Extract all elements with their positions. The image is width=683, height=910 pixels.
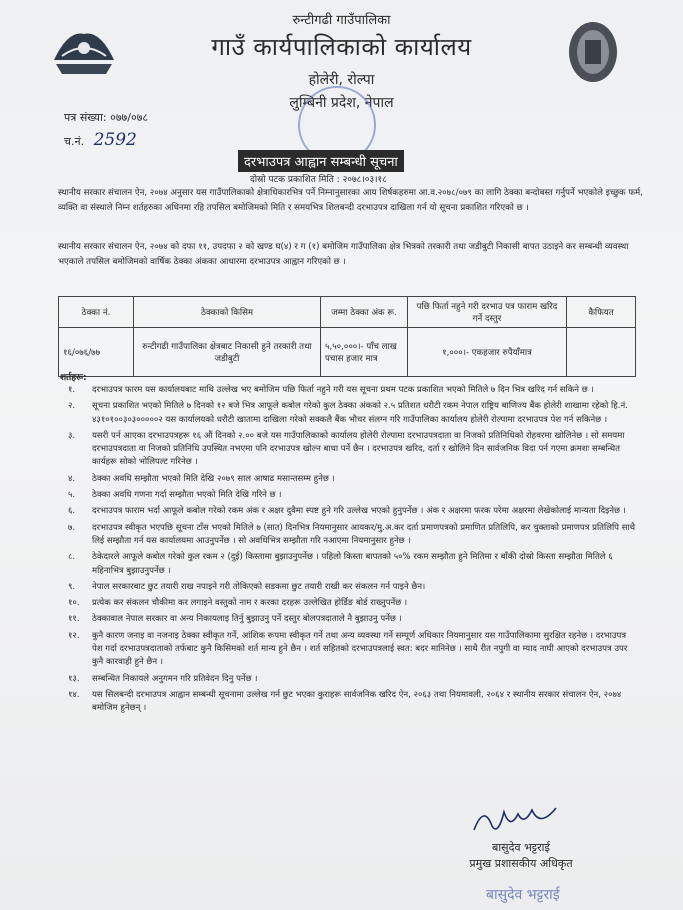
list-item: १. दरभाउपत्र फारम यस कार्यालयबाट माथि उल्लेख भए बमोजिम पछि फिर्ता नहुने गरी यस सूचना प्रथम पटक प्रकाशित भएको मितिले ७ दिन भित्र खरिद गर्न सकिने छ । (68, 385, 594, 395)
list-item: ३. यसरी पर्न आएका दरभाउपत्रहरू १६ औं दिनको २.०० बजे यस गाउँपालिकाको कार्यालय होलेरी रोल्पामा दरभाउपत्रदाता वा निजको प्रतिनिधिको रोहवरमा खोलिनेछ । सो समयमा दरभाउपत्रदाता वा निजको प्रतिनिधि उपस्थित नभएमा पनि दरभाउपत्र खोल्न बाधा पर्ने छैन । दरभाउपत्र खरिद, दर्ता र खोलिने दिन सार्वजनिक विदा पर्न गएमा क्रमशः सम्बन्धित कार्यहरू सोको भोलिपल्ट गरिनेछ । (68, 430, 625, 468)
municipality-name: रुन्टीगढी गाउँपालिका (292, 13, 391, 28)
list-item: ४. ठेक्का अवधि सम्झौता भएको मिति देखि २०७९ साल आषाढ मसान्तसम्म हुनेछ । (68, 473, 335, 484)
cell-contract-no: १६/०७६/७७ (59, 328, 134, 377)
cell-remarks (567, 328, 636, 377)
intro-paragraph: स्थानीय सरकार संचालन ऐन, २०७४ अनुसार यस गाउँपालिकाको क्षेत्राधिकारभित्र पर्ने निम्नानुसारका आय शिर्षकहरुमा आ.व.२०७८/०७९ का लागि ठेक्का बन्दोबस्त गर्नुपर्ने भएकोले इच्छुक फर्म, व्यक्ति वा संस्थाले निम्न शर्तहरुका अधिनमा रहि तपसिल बमोजिमको मिति र समयभित्र शिलबन्दी दरभाउपत्र दाखिला गर्न यो सूचना प्रकाशित गरिएको छ । (58, 188, 643, 213)
dispatch-number (64, 130, 137, 150)
list-item: १२. कुनै कारण जनाइ वा नजनाइ ठेक्का स्वीकृत गर्ने, आंशिक रूपमा स्वीकृत गर्ने तथा अन्य व्यवस्था गर्ने सम्पूर्ण अधिकार नियमानुसार यस गाउँपालिकामा सुरक्षित रहनेछ । दरभाउपत्र पेश गर्दा दरभाउपत्रदाताको तर्फबाट कुनै किसिमको शर्त मान्य हुने छैन । शर्त सहितको दरभाउपत्रलाई स्वत: बदर मानिनेछ । साथै रीत नपुगी वा म्याद नाघी आएको दरभाउपत्र उपर कुनै कारवाही हुने छैन । (68, 630, 628, 668)
dispatch-label: च.नं. (64, 135, 85, 148)
office-province: लुम्बिनी प्रदेश, नेपाल (289, 95, 394, 111)
signature-icon (470, 800, 560, 836)
letter-number: पत्र संख्या: ०७७/०७८ (64, 111, 149, 124)
publish-date: दोस्रो पटक प्रकाशित मिति : २०७८।०३।१८ (250, 175, 387, 185)
list-item: ११. ठेक्कावाल नेपाल सरकार वा अन्य निकायलाइ तिर्नु बुझाउनु पर्ने दस्तुर बोलपत्रदाताले नै बुझाउनु पर्नेछ । (68, 614, 402, 625)
table-header-row (59, 297, 636, 328)
legal-paragraph: स्थानीय सरकार संचालन ऐन, २०७४ को दफा ११, उपदफा २ को खण्ड घ(४) र ग (१) बमोजिम गाउँपालिका क्षेत्र भित्रको तरकारी तथा जडीबुटी निकासी बापत उठाइने कर सम्बन्धी व्यवस्था भएकाले तपसिल बमोजिमको वार्षिक ठेक्का अंकका आधारमा दरभाउपत्र आह्वान गरिएको छ । (58, 242, 629, 267)
list-item: ५. ठेक्का अवधि गणना गर्दा सम्झौता भएको मिति देखि गरिने छ । (68, 490, 282, 501)
cell-amount: ५,५०,०००।- पाँच लाख पचास हजार मात्र (321, 328, 408, 377)
name-stamp: बासुदेव भट्टराई (486, 887, 560, 903)
list-item: २. सूचना प्रकाशित भएको मितिले ७ दिनको १२ बजे भित्र आफूले कबोल गरेको कुल ठेक्का अंकको २.५ प्रतिशत धरौटी रकम नेपाल राष्ट्रिय बाणिज्य बैंक होलेरी शाखामा रहेको हि.नं. ४३१०१००३०३०००००२ यस कार्यालयको धरौटी खातामा दाखिला गरेको सक्कलै बैंक भौचर संलग्न गरि गाउँपालिका कार्यालय होलेरी रोल्पामा दरभाउपत्र पेश गर्न सकिनेछ । (68, 401, 628, 425)
signatory-role: प्रमुख प्रशासकीय अधिकृत (469, 857, 573, 870)
list-item: ७. दरभाउपत्र स्वीकृत भएपछि सूचना टाँस भएको मितिले ७ (सात) दिनभित्र नियमानुसार आयकर/मु.अ.कर दर्ता प्रमाणपत्रको प्रमाणित प्रतिलिपि, कर चुक्ताको प्रमाणपत्र प्रतिलिपि साथै लिई सम्झौता गर्न यस कार्यालयमा आउनुपर्नेछ । सो अवधिभित्र सम्झौता गरि नआएमा नियमानुसार हुनेछ । (68, 522, 636, 546)
dispatch-value: 2592 (93, 130, 137, 150)
office-name: गाउँ कार्यपालिकाको कार्यालय (211, 33, 472, 61)
notice-title: दरभाउपत्र आह्वान सम्बन्धी सूचना (238, 150, 404, 172)
signatory-name: बासुदेव भट्टराई (492, 841, 550, 854)
list-item: ९. नेपाल सरकारबाट छुट तयारी राख नपाइने गरी तोकिएको सडकमा छुट तयारी राखी कर संकलन गर्न पाइने छैन। (68, 581, 426, 592)
col-amount: जम्मा ठेक्का अंक रू. (321, 297, 408, 328)
terms-list (68, 384, 639, 719)
office-address: होलेरी, रोल्पा (308, 72, 375, 88)
list-item: ६. दरभाउपत्र फाराम भर्दा आफूले कबोल गरेको रकम अंक र अक्षर दुवैमा स्पष्ट हुने गरि उल्लेख भएको हुनुपर्नेछ । अंक र अक्षरमा फरक परेमा अक्षरमा लेखेकोलाई मान्यता दिइनेछ । (68, 506, 626, 517)
list-item: १३. सम्बन्धित निकायले अनुगमन गरि प्रतिवेदन दिनु पर्नेछ । (68, 673, 258, 684)
contract-table (58, 296, 636, 377)
col-contract-type: ठेक्काको किसिम (134, 297, 321, 328)
col-contract-no: ठेक्का नं. (59, 297, 134, 328)
list-item: १०. प्रत्येक कर संकलन चौकीमा कर लगाइने वस्तुको नाम र करका दरहरू उल्लेखित होर्डिङ बोर्ड राख्नुपर्नेछ । (68, 598, 408, 609)
terms-heading: शर्तहरू: (60, 373, 87, 383)
list-item: १४. यस सिलबन्दी दरभाउपत्र आह्वान सम्बन्धी सूचनामा उल्लेख गर्न छुट भएका कुराहरू सार्वजनिक खरिद ऐन, २०६३ तथा नियमावली, २०६४ र स्थानीय सरकार संचालन ऐन, २०७४ बमोजिम हुनेछन् । (68, 689, 622, 714)
list-item: ८. ठेकेदारले आफूले कबोल गरेको कुल रकम २ (दुई) किस्तामा बुझाउनुपर्नेछ । पहिलो किस्ता बापतको ५०% रकम सम्झौता हुने मितिमा र बाँकी दोस्रो किस्ता सम्झौता मितिले ६ महिनाभित्र बुझाउनुपर्नेछ । (68, 552, 613, 576)
col-remarks: कैफियत (567, 297, 636, 328)
cell-contract-type: रुन्टीगढी गाउँपालिका क्षेत्रबाट निकासी हुने तरकारी तथा जडीबुटी (134, 328, 321, 377)
table-row (59, 328, 636, 377)
col-form-fee: पछि फिर्ता नहुने गरी दरभाउ पत्र फाराम खरिद गर्ने दस्तुर (408, 297, 567, 328)
cell-form-fee: १,०००।- एकहजार रुपैयाँमात्र (408, 328, 567, 377)
